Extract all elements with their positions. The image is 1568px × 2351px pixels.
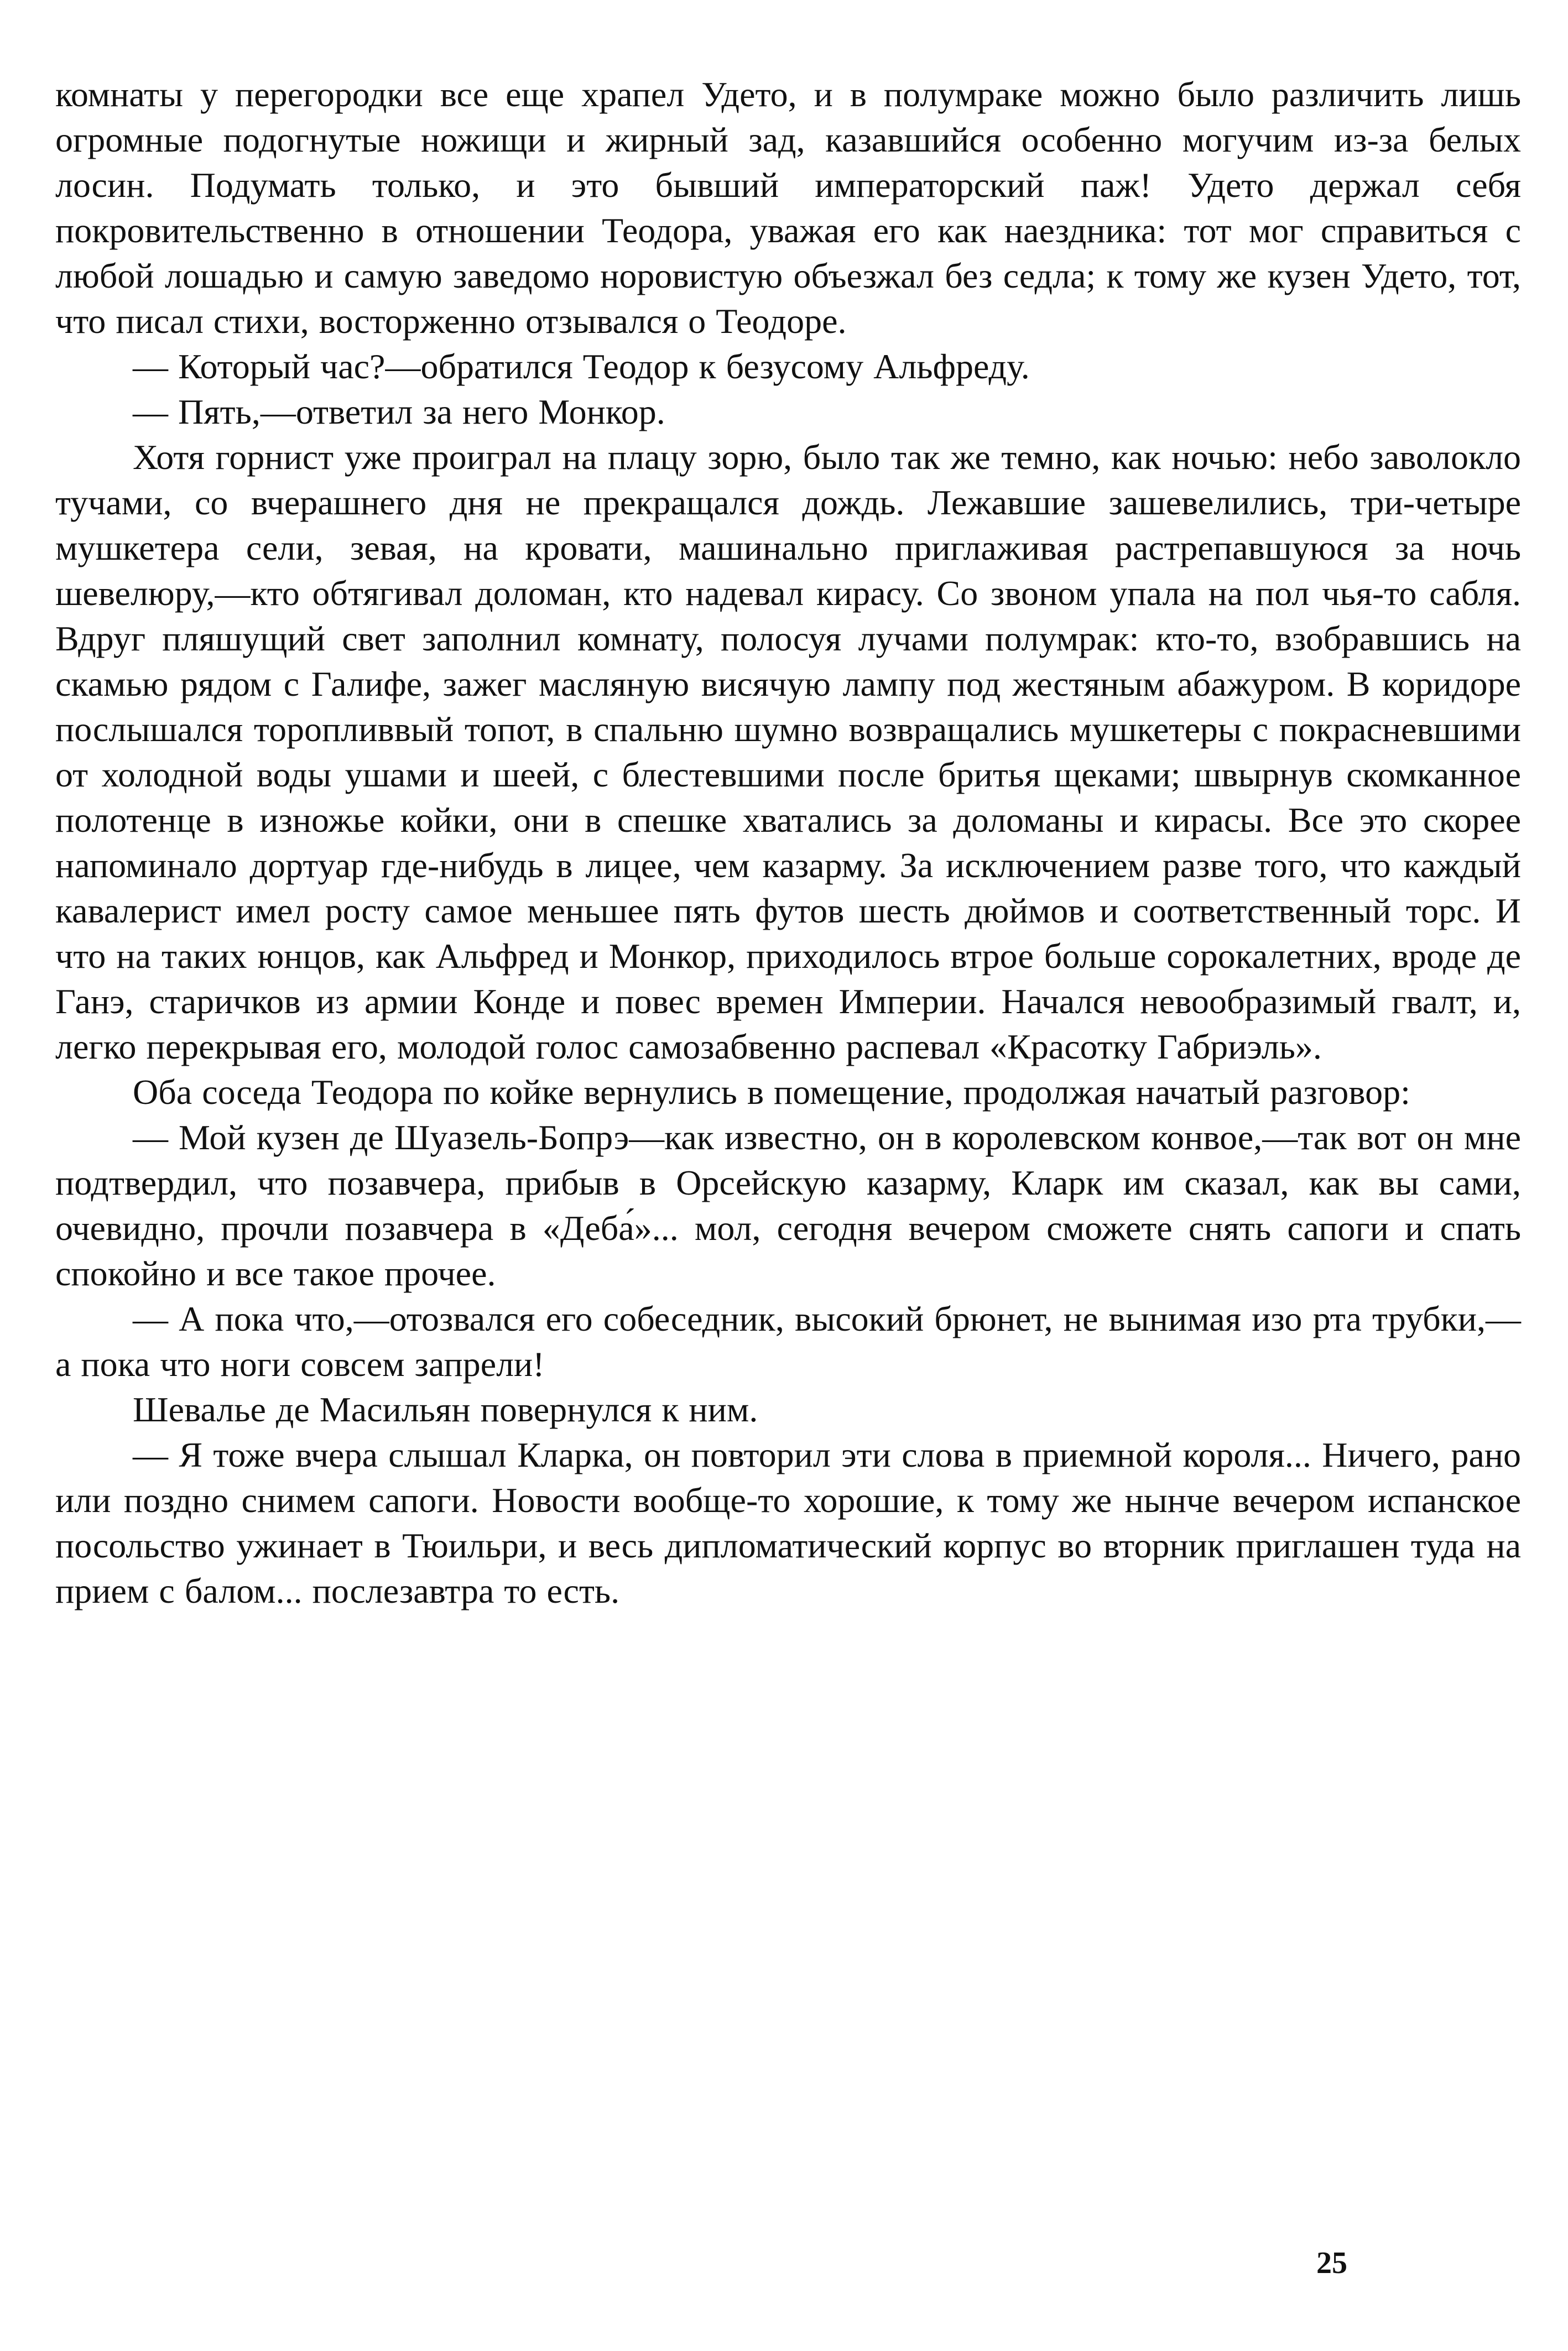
- dialogue-line: — Мой кузен де Шуазель-Бопрэ—как известно, он в королевском конвое,—так вот он мне подтвердил, что позавчера, прибыв в Орсейскую казарму, Кларк им сказал, как вы сами, очевидно, прочли позавчера в «Деба́»... мол, сегодня вечером сможете снять сапоги и спать спокойно и все такое прочее.: [55, 1118, 1521, 1293]
- dialogue-line: — А пока что,—отозвался его собеседник, высокий брюнет, не вынимая изо рта трубки,—а пока что ноги совсем запрели!: [55, 1299, 1521, 1384]
- page-number: 25: [1316, 2246, 1347, 2280]
- dialogue-line: — Я тоже вчера слышал Кларка, он повторил эти слова в приемной короля... Ничего, рано или поздно снимем сапоги. Новости вообще-то хорошие, к тому же нынче вечером испанское посольство ужинает в Тюильри, и весь дипломатический корпус во вторник приглашен туда на прием с балом... послезавтра то есть.: [55, 1435, 1521, 1610]
- paragraph: Оба соседа Теодора по койке вернулись в помещение, продолжая начатый разговор:: [133, 1072, 1410, 1112]
- book-page: [55, 72, 1521, 2339]
- paragraph-continuation: комнаты у перегородки все еще храпел Удето, и в полумраке можно было различить лишь огромные подогнутые ножищи и жирный зад, казавшийся особенно могучим из-за белых лосин. Подумать только, и это бывший императорский паж! Удето держал себя покровительственно в отношении Теодора, уважая его как наездника: тот мог справиться с любой лошадью и самую заведомо норовистую объезжал без седла; к тому же кузен Удето, тот, что писал стихи, восторженно отзывался о Теодоре.: [55, 75, 1521, 341]
- paragraph: Шевалье де Масильян повернулся к ним.: [133, 1390, 758, 1429]
- dialogue-line: — Пять,—ответил за него Монкор.: [133, 392, 665, 431]
- dialogue-line: — Который час?—обратился Теодор к безусому Альфреду.: [133, 347, 1030, 386]
- paragraph: Хотя горнист уже проиграл на плацу зорю, было так же темно, как ночью: небо заволокло тучами, со вчерашнего дня не прекращался дождь. Лежавшие зашевелились, три-четыре мушкетера сели, зевая, на кровати, машинально приглаживая растрепавшуюся за ночь шевелюру,—кто обтягивал доломан, кто надевал кирасу. Со звоном упала на пол чья-то сабля. Вдруг пляшущий свет заполнил комнату, полосуя лучами полумрак: кто-то, взобравшись на скамью рядом с Галифе, зажег масляную висячую лампу под жестяным абажуром. В коридоре послышался торопливвый топот, в спальню шумно возвращались мушкетеры с покрасневшими от холодной воды ушами и шеей, с блестевшими после бритья щеками; швырнув скомканное полотенце в изножье койки, они в спешке хватались за доломаны и кирасы. Все это скорее напоминало дортуар где-нибудь в лицее, чем казарму. За исключением разве того, что каждый кавалерист имел росту самое меньшее пять футов шесть дюймов и соответственный торс. И что на таких юнцов, как Альфред и Монкор, приходилось втрое больше сорокалетних, вроде де Ганэ, старичков из армии Конде и повес времен Империи. Начался невообразимый гвалт, и, легко перекрывая его, молодой голос самозабвенно распевал «Красотку Габриэль».: [55, 437, 1521, 1066]
- page-text: [55, 72, 1521, 1614]
